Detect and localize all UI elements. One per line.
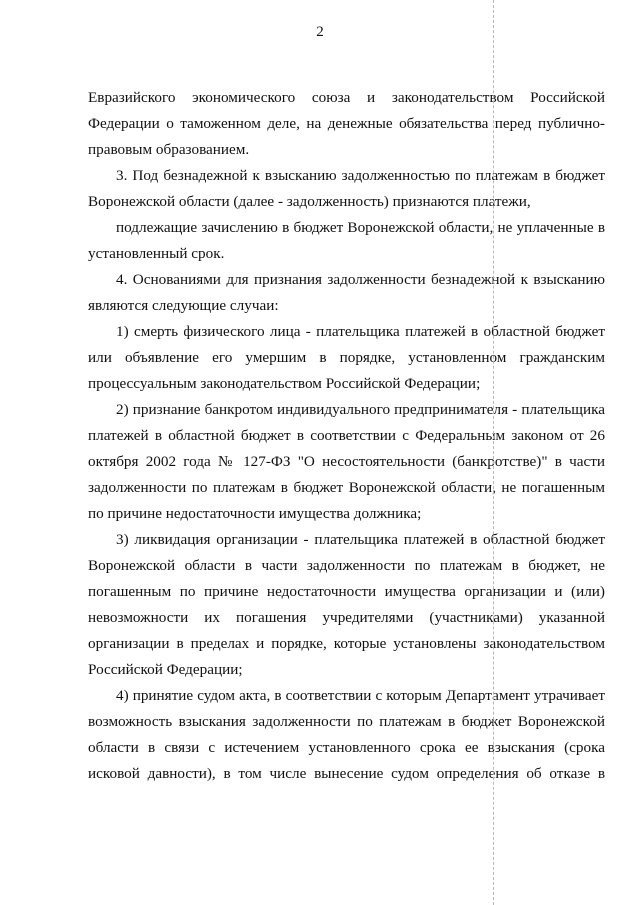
- text-line: Евразийского экономического союза и законодательством Российской: [88, 89, 605, 106]
- paragraph-4: [88, 267, 605, 319]
- document-body: [88, 85, 605, 787]
- text-line: по причине недостаточности имущества должника;: [88, 505, 422, 522]
- paragraph-4-4: [88, 683, 605, 787]
- text-line: процессуальным законодательством Российской Федерации;: [88, 375, 481, 392]
- text-line: Федерации о таможенном деле, на денежные обязательства перед публично-: [88, 115, 605, 132]
- text-line: 3) ликвидация организации - плательщика платежей в областной бюджет: [116, 531, 605, 548]
- text-line: области в связи с истечением установленного срока ее взыскания (срока: [88, 739, 605, 756]
- text-line: 1) смерть физического лица - плательщика платежей в областной бюджет: [116, 323, 605, 340]
- text-line: подлежащие зачислению в бюджет Воронежской области, не уплаченные в: [116, 219, 605, 236]
- text-line: организации в пределах и порядке, которые установлены законодательством: [88, 635, 605, 652]
- paragraph-4-3: [88, 527, 605, 683]
- text-line: невозможности их погашения учредителями (участниками) указанной: [88, 609, 605, 626]
- text-line: погашенным по причине недостаточности имущества организации и (или): [88, 583, 605, 600]
- text-line: возможность взыскания задолженности по платежам в бюджет Воронежской: [88, 713, 605, 730]
- scan-fold-line: [493, 0, 494, 905]
- text-line: Российской Федерации;: [88, 661, 243, 678]
- text-line: исковой давности), в том числе вынесение судом определения об отказе в: [88, 765, 605, 782]
- paragraph-continuation: [88, 85, 605, 163]
- text-line: платежей в областной бюджет в соответствии с Федеральным законом от 26: [88, 427, 605, 444]
- text-line: являются следующие случаи:: [88, 297, 279, 314]
- text-line: задолженности по платежам в бюджет Воронежской области, не погашенным: [88, 479, 605, 496]
- page-number: 2: [316, 24, 324, 40]
- text-line: 4) принятие судом акта, в соответствии с которым Департамент утрачивает: [116, 687, 605, 704]
- text-line: 4. Основаниями для признания задолженности безнадежной к взысканию: [116, 271, 605, 288]
- text-line: Воронежской области в части задолженности по платежам в бюджет, не: [88, 557, 605, 574]
- text-line: или объявление его умершим в порядке, установленном гражданским: [88, 349, 605, 366]
- text-line: 3. Под безнадежной к взысканию задолженностью по платежам в бюджет: [116, 167, 605, 184]
- paragraph-4-2: [88, 397, 605, 527]
- text-line: Воронежской области (далее - задолженность) признаются платежи,: [88, 193, 531, 210]
- text-line: правовым образованием.: [88, 141, 250, 158]
- paragraph-3: [88, 163, 605, 267]
- text-line: октября 2002 года № 127-ФЗ "О несостоятельности (банкротстве)" в части: [88, 453, 605, 470]
- text-line: установленный срок.: [88, 245, 225, 262]
- paragraph-4-1: [88, 319, 605, 397]
- text-line: 2) признание банкротом индивидуального предпринимателя - плательщика: [116, 401, 605, 418]
